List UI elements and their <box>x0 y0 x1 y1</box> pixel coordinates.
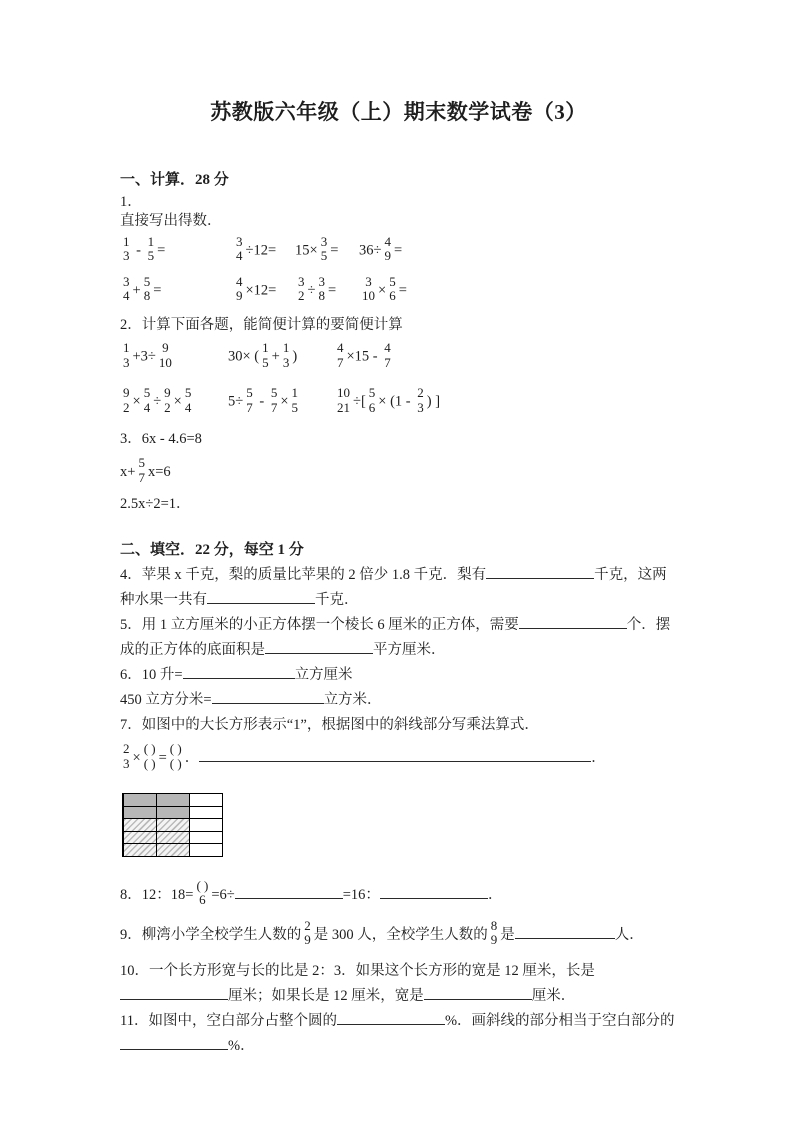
fill-blank-item-8: 8．12：18= ( ) 6 =6÷ =16： ． <box>120 877 503 908</box>
math-expression: 5÷ 5 7 - 5 7 × 1 5 <box>228 385 298 415</box>
fill-blank-item-5: 5．用 1 立方厘米的小正方体摆一个棱长 6 厘米的正方体，需要 个．摆成的正方体的底面积是 平方厘米． <box>120 613 677 663</box>
fraction: 1 3 <box>123 233 130 263</box>
section-2-heading: 二、填空．22 分，每空 1 分 <box>120 542 304 558</box>
fraction: 5 6 <box>389 273 396 303</box>
grid-row <box>124 819 222 832</box>
grid-row <box>124 844 222 856</box>
grid-row <box>124 807 222 820</box>
answer-blank <box>212 689 324 705</box>
fill-blank-item-7: 7．如图中的大长方形表示“1”，根据图中的斜线部分写乘法算式． <box>120 717 539 733</box>
figure-block <box>120 780 677 861</box>
math-expression: 3 4 + 5 8 = <box>123 273 162 303</box>
grid-cell-solid <box>157 807 190 819</box>
fraction: 1 3 <box>123 340 130 370</box>
fraction: 1 5 <box>291 385 298 415</box>
answer-blank <box>519 614 627 630</box>
answer-blank <box>183 664 295 680</box>
grid-cell-solid <box>124 807 157 819</box>
fraction: 3 5 <box>320 233 328 263</box>
fraction: 5 7 <box>138 455 145 485</box>
fraction: 5 6 <box>368 385 376 415</box>
grid-cell-hatch <box>157 819 190 831</box>
grid-cell-hatch <box>124 832 157 844</box>
page-title: 苏教版六年级（上）期末数学试卷（3） <box>210 100 587 124</box>
fraction: 3 10 <box>362 273 375 303</box>
answer-blank <box>486 564 594 580</box>
fraction: 5 7 <box>246 385 253 415</box>
fraction: 8 9 <box>490 917 498 948</box>
rectangle-grid-figure <box>122 793 223 857</box>
grid-cell-solid <box>157 794 190 806</box>
grid-cell-empty <box>190 794 222 806</box>
fill-blank-item-10: 10．一个长方形宽与长的比是 2：3．如果这个长方形的宽是 12 厘米，长是厘米；如果长是 12 厘米，宽是 厘米． <box>120 962 595 1004</box>
fraction: 3 4 <box>236 233 243 263</box>
grid-cell-empty <box>190 807 222 819</box>
section-1-heading: 一、计算．28 分 <box>120 172 229 188</box>
fraction: 5 4 <box>184 385 192 415</box>
math-expression: 4 7 ×15 - 4 7 <box>337 340 391 370</box>
item-3-equation-3: 2.5x÷2=1． <box>120 496 191 512</box>
math-expression: 1 3 - 1 5 = <box>123 233 166 263</box>
fraction: 3 2 <box>298 273 305 303</box>
math-expression: 30× ( 1 5 + 1 3 ) <box>228 340 298 370</box>
fraction: 2 3 <box>123 741 130 771</box>
math-expression: 3 4 ÷12= <box>236 233 277 263</box>
fraction: 9 2 <box>164 385 171 415</box>
fraction: ( ) ( ) <box>169 741 182 771</box>
fraction: 4 7 <box>337 340 344 370</box>
calculation-row-2 <box>120 380 677 425</box>
grid-cell-hatch <box>157 844 190 856</box>
mental-math-row-1 <box>120 231 677 271</box>
mental-math-row-2 <box>120 271 677 311</box>
fill-blank-item-6-line-2: 450 立方分米= 立方米． <box>120 688 677 713</box>
answer-blank <box>424 984 532 1000</box>
fraction: 4 9 <box>236 273 243 303</box>
grid-cell-empty <box>190 819 222 831</box>
answer-blank <box>120 984 228 1000</box>
math-expression: 1 3 +3÷ 9 10 <box>123 340 172 370</box>
item-3-equation-2: x+ 5 7 x=6 <box>120 455 171 485</box>
fraction: 5 4 <box>143 385 151 415</box>
answer-blank <box>235 883 343 899</box>
math-expression: 36÷ 4 9 = <box>359 233 403 263</box>
item-1-number: 1． <box>120 194 142 210</box>
fraction: 3 8 <box>318 273 325 303</box>
fill-blank-item-9: 9．柳湾小学全校学生人数的 2 9 是 300 人，全校学生人数的 8 9 是 人． <box>120 917 644 948</box>
grid-cell-hatch <box>157 832 190 844</box>
grid-cell-hatch <box>124 819 157 831</box>
fill-blank-item-11: 11．如图中，空白部分占整个圆的 %．画斜线的部分相当于空白部分的%． <box>120 1009 677 1059</box>
fraction: 4 7 <box>384 340 391 370</box>
fraction: 5 8 <box>143 273 151 303</box>
fraction: 9 2 <box>123 385 130 415</box>
fraction: 2 9 <box>304 917 311 948</box>
answer-blank <box>199 747 591 763</box>
answer-blank <box>120 1034 228 1050</box>
answer-blank <box>515 923 615 939</box>
math-expression: 10 21 ÷[ 5 6 × (1 - 2 3 ) ] <box>337 385 441 415</box>
item-3-equation-1: 3．6x - 4.6=8 <box>120 431 202 447</box>
fraction: 4 9 <box>384 233 391 263</box>
fraction: 1 5 <box>262 340 269 370</box>
item-7-expression: 2 3 × ( ) ( ) = ( ) ( ) ． ． <box>123 741 606 771</box>
item-1-instruction: 直接写出得数． <box>120 213 222 229</box>
fraction: 1 5 <box>147 233 155 263</box>
fraction: ( ) ( ) <box>143 741 156 771</box>
fraction: 10 21 <box>337 385 350 415</box>
fraction: 3 4 <box>123 273 130 303</box>
grid-cell-solid <box>124 794 157 806</box>
fraction: 1 3 <box>282 340 290 370</box>
answer-blank <box>207 589 315 605</box>
fraction: 9 10 <box>158 340 172 370</box>
math-expression: 4 9 ×12= <box>236 273 277 303</box>
grid-cell-empty <box>190 832 222 844</box>
fill-blank-item-6-line-1: 6．10 升= 立方厘米 <box>120 663 677 688</box>
grid-row <box>124 794 222 807</box>
grid-cell-hatch <box>124 844 157 856</box>
math-expression: 3 2 ÷ 3 8 = <box>298 273 337 303</box>
calculation-row-1 <box>120 335 677 380</box>
answer-blank <box>380 883 488 899</box>
item-2-instruction: 2．计算下面各题，能简便计算的要简便计算 <box>120 317 403 333</box>
fraction: 2 3 <box>417 385 424 415</box>
math-expression: 9 2 × 5 4 ÷ 9 2 × 5 4 <box>123 385 192 415</box>
math-expression: 3 10 × 5 6 = <box>362 273 407 303</box>
answer-blank <box>337 1009 445 1025</box>
math-expression: 15× 3 5 = <box>295 233 339 263</box>
fill-blank-item-4: 4．苹果 x 千克，梨的质量比苹果的 2 倍少 1.8 千克．梨有 千克，这两种水果一共有 千克． <box>120 563 677 613</box>
answer-blank <box>265 639 373 655</box>
fraction: ( ) 6 <box>196 877 209 908</box>
grid-row <box>124 832 222 845</box>
fraction: 5 7 <box>270 385 278 415</box>
grid-cell-empty <box>190 844 222 856</box>
